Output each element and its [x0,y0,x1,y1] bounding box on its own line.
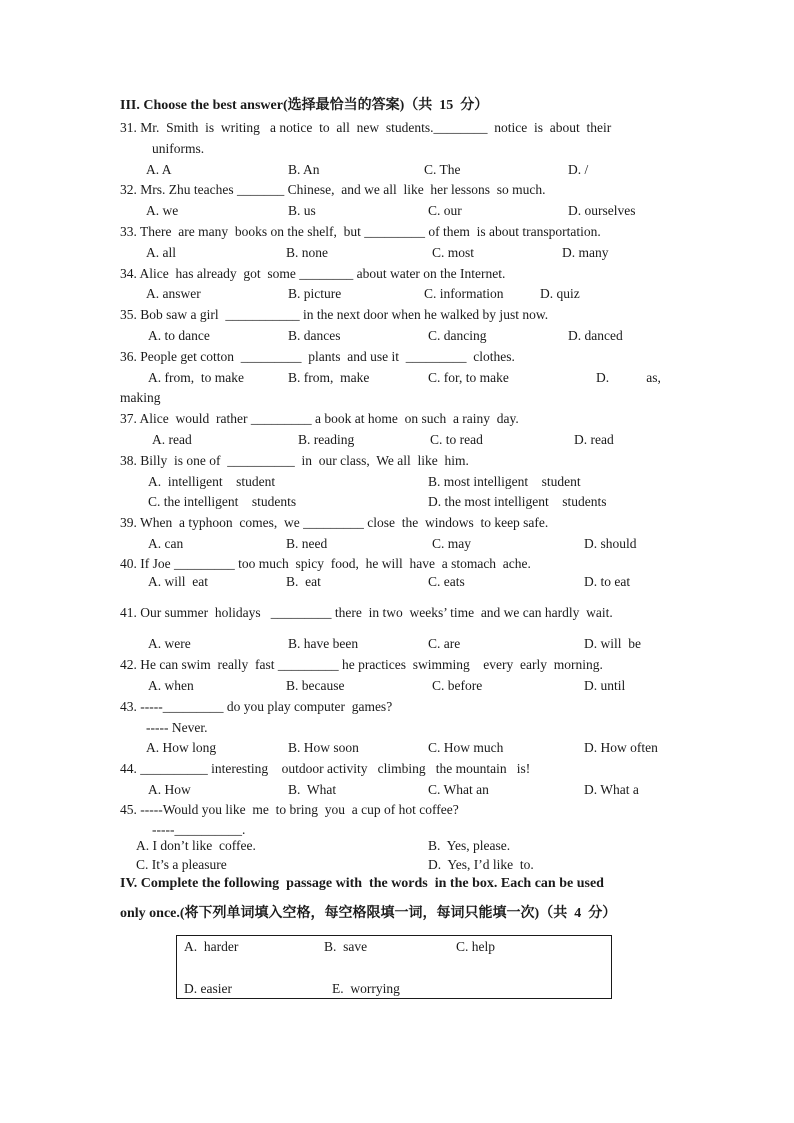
q33-option-b[interactable]: B. none [286,245,328,260]
q43-option-d[interactable]: D. How often [584,740,658,755]
q33-option-a[interactable]: A. all [146,245,176,260]
q36-option-b[interactable]: B. from, make [288,370,370,385]
q44-option-d[interactable]: D. What a [584,782,639,797]
question-42: 42. He can swim really fast _________ he practices swimming every early morning. [120,657,603,672]
question-45-reply: -----__________. [152,822,246,837]
q31-option-d[interactable]: D. / [568,162,589,177]
q35-option-b[interactable]: B. dances [288,328,341,343]
q38-option-c[interactable]: C. the intelligent students [148,494,297,509]
question-44: 44. __________ interesting outdoor activity climbing the mountain is! [120,761,531,776]
section-4-title: IV. Complete the following passage with the words in the box. Each can be used [120,876,604,891]
q41-option-d[interactable]: D. will be [584,636,641,651]
q32-option-d[interactable]: D. ourselves [568,203,636,218]
q44-option-c[interactable]: C. What an [428,782,489,797]
q31-option-c[interactable]: C. The [424,162,461,177]
q42-option-a[interactable]: A. when [148,678,194,693]
q41-option-b[interactable]: B. have been [288,636,359,651]
q42-option-c[interactable]: C. before [432,678,483,693]
q35-option-a[interactable]: A. to dance [148,328,210,343]
question-32: 32. Mrs. Zhu teaches _______ Chinese, and we all like her lessons so much. [120,182,546,197]
q45-option-d[interactable]: D. Yes, I’d like to. [428,857,534,872]
q36-option-a[interactable]: A. from, to make [148,370,244,385]
q41-option-a[interactable]: A. were [148,636,191,651]
q31-option-a[interactable]: A. A [146,162,172,177]
q45-option-b[interactable]: B. Yes, please. [428,838,511,853]
q40-option-c[interactable]: C. eats [428,574,465,589]
question-43: 43. -----_________ do you play computer games? [120,699,393,714]
q42-option-d[interactable]: D. until [584,678,626,693]
question-37: 37. Alice would rather _________ a book at home on such a rainy day. [120,411,519,426]
q43-option-a[interactable]: A. How long [146,740,217,755]
q36-option-d[interactable]: D. as, [596,370,661,385]
question-40: 40. If Joe _________ too much spicy food, he will have a stomach ache. [120,556,531,571]
q38-option-d[interactable]: D. the most intelligent students [428,494,607,509]
q40-option-a[interactable]: A. will eat [148,574,208,589]
q37-option-c[interactable]: C. to read [430,432,483,447]
q39-option-b[interactable]: B. need [286,536,328,551]
section-4-title-cont: only once.(将下列单词填入空格，每空格限填一词，每词只能填一次)（共 4 分） [120,906,617,921]
question-31-cont: uniforms. [152,141,205,156]
word-box-item-c: C. help [456,939,495,954]
question-34: 34. Alice has already got some ________ about water on the Internet. [120,266,506,281]
q36-option-d-cont: making [120,390,161,405]
q38-option-a[interactable]: A. intelligent student [148,474,276,489]
q45-option-c[interactable]: C. It’s a pleasure [136,857,227,872]
question-43-reply: ----- Never. [146,720,208,735]
question-41: 41. Our summer holidays _________ there in two weeks’ time and we can hardly wait. [120,605,613,620]
q40-option-d[interactable]: D. to eat [584,574,631,589]
q32-option-a[interactable]: A. we [146,203,179,218]
q35-option-d[interactable]: D. danced [568,328,623,343]
q36-option-c[interactable]: C. for, to make [428,370,509,385]
q34-option-a[interactable]: A. answer [146,286,201,301]
word-box-item-e: E. worrying [332,981,400,996]
word-box-item-b: B. save [324,939,368,954]
q31-option-b[interactable]: B. An [288,162,320,177]
q44-option-a[interactable]: A. How [148,782,191,797]
question-39: 39. When a typhoon comes, we _________ close the windows to keep safe. [120,515,549,530]
q37-option-a[interactable]: A. read [152,432,192,447]
q45-option-a[interactable]: A. I don’t like coffee. [136,838,256,853]
q44-option-b[interactable]: B. What [288,782,337,797]
q37-option-b[interactable]: B. reading [298,432,355,447]
section-3-title: III. Choose the best answer(选择最恰当的答案)（共 15 分） [120,98,489,113]
q32-option-b[interactable]: B. us [288,203,316,218]
word-box-item-d: D. easier [184,981,232,996]
q34-option-c[interactable]: C. information [424,286,504,301]
q32-option-c[interactable]: C. our [428,203,462,218]
q38-option-b[interactable]: B. most intelligent student [428,474,581,489]
q33-option-c[interactable]: C. most [432,245,475,260]
question-45: 45. -----Would you like me to bring you a cup of hot coffee? [120,802,459,817]
question-31: 31. Mr. Smith is writing a notice to all new students.________ notice is about their [120,120,612,135]
q34-option-d[interactable]: D. quiz [540,286,580,301]
question-35: 35. Bob saw a girl ___________ in the next door when he walked by just now. [120,307,549,322]
q43-option-b[interactable]: B. How soon [288,740,359,755]
q34-option-b[interactable]: B. picture [288,286,342,301]
q33-option-d[interactable]: D. many [562,245,609,260]
q40-option-b[interactable]: B. eat [286,574,321,589]
word-box-item-a: A. harder [184,939,239,954]
question-38: 38. Billy is one of __________ in our class, We all like him. [120,453,469,468]
q35-option-c[interactable]: C. dancing [428,328,487,343]
q39-option-a[interactable]: A. can [148,536,184,551]
q37-option-d[interactable]: D. read [574,432,614,447]
q41-option-c[interactable]: C. are [428,636,461,651]
q42-option-b[interactable]: B. because [286,678,345,693]
question-33: 33. There are many books on the shelf, but _________ of them is about transportation. [120,224,601,239]
q39-option-d[interactable]: D. should [584,536,637,551]
q39-option-c[interactable]: C. may [432,536,471,551]
q43-option-c[interactable]: C. How much [428,740,504,755]
question-36: 36. People get cotton _________ plants and use it _________ clothes. [120,349,515,364]
